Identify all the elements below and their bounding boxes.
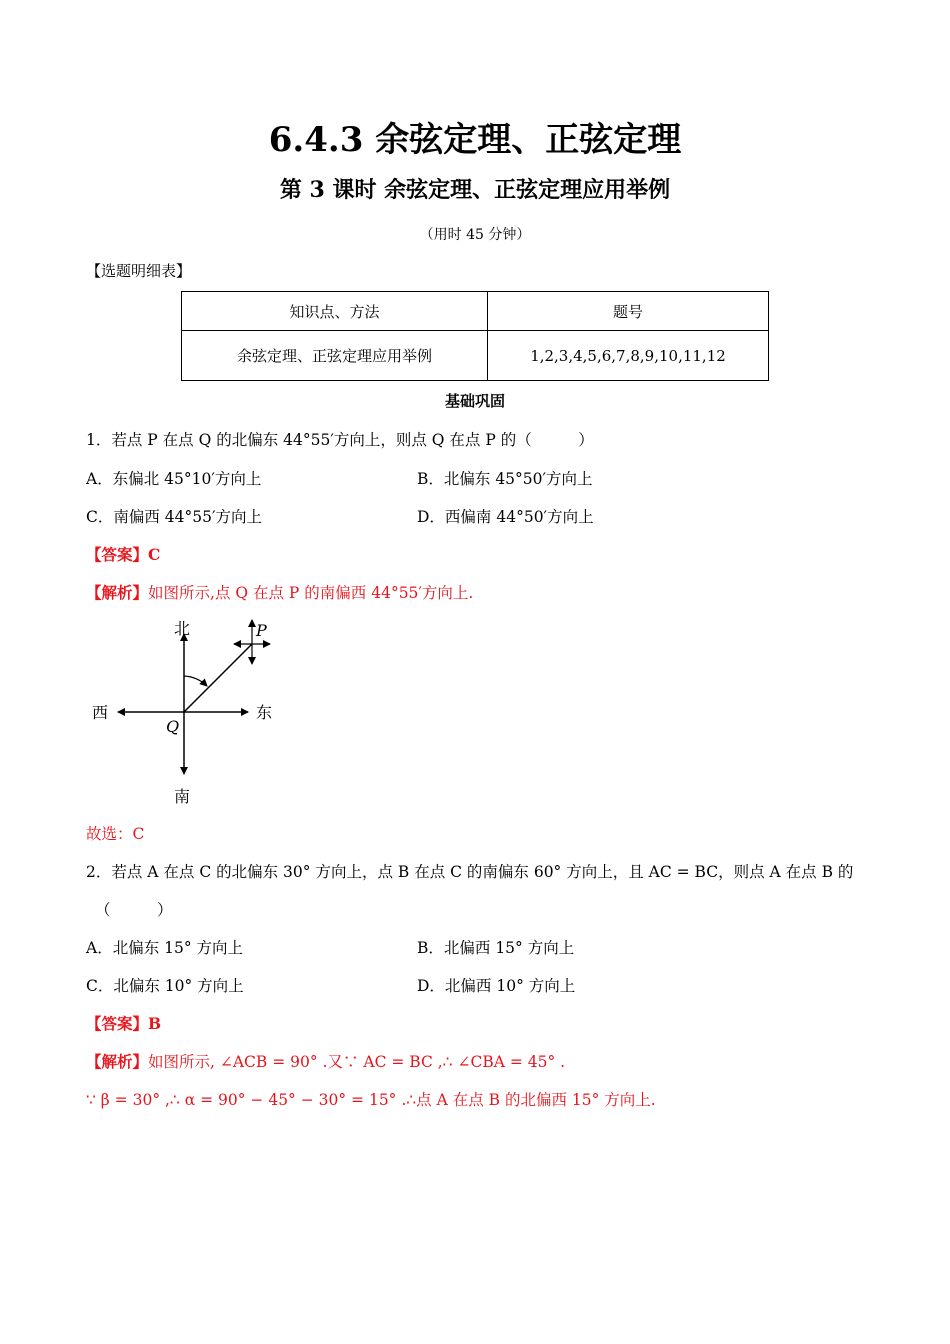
q1-option-c: C．南偏西 44°55′方向上 [86, 508, 263, 526]
table-header-cell: 知识点、方法 [182, 292, 488, 331]
label-east: 东 [256, 703, 273, 722]
duration-note: （用时 45 分钟） [419, 227, 531, 243]
table-cell: 余弦定理、正弦定理应用举例 [182, 331, 488, 381]
answer-tag: 【答案】 [86, 545, 149, 564]
section-heading: 基础巩固 [444, 392, 505, 410]
angle-arc [184, 676, 207, 686]
q2-answer [86, 1012, 161, 1034]
q2-option-a: A．北偏东 15° 方向上 [86, 939, 244, 957]
label-q: Q [166, 717, 180, 736]
table-header-row [182, 292, 769, 331]
label-p: P [256, 621, 267, 640]
analysis-text: 如图所示,点 Q 在点 P 的南偏西 44°55′方向上. [148, 584, 474, 602]
analysis-text: 如图所示, ∠ACB = 90° .又∵ AC = BC ,∴ ∠CBA = 45° . [148, 1053, 566, 1071]
question-detail-table [181, 291, 769, 381]
label-west: 西 [92, 703, 109, 722]
table-cell: 1,2,3,4,5,6,7,8,9,10,11,12 [488, 331, 769, 381]
q1-stem: 1．若点 P 在点 Q 的北偏东 44°55′方向上，则点 Q 在点 P 的（ ） [86, 431, 594, 449]
q2-analysis-2: ∵ β = 30° ,∴ α = 90° − 45° − 30° = 15° .∴点 A 在点 B 的北偏西 15° 方向上. [86, 1091, 656, 1109]
q1-analysis [86, 581, 473, 603]
detail-table-label: 【选题明细表】 [86, 262, 192, 280]
table-header-cell: 题号 [488, 292, 769, 331]
q2-option-c: C．北偏东 10° 方向上 [86, 977, 244, 995]
answer-value: B [148, 1014, 162, 1033]
q1-option-d: D．西偏南 44°50′方向上 [417, 508, 594, 526]
q2-option-b: B．北偏西 15° 方向上 [417, 939, 575, 957]
lesson-subtitle: 第 3 课时 余弦定理、正弦定理应用举例 [279, 177, 671, 203]
label-north: 北 [174, 619, 191, 638]
analysis-tag: 【解析】 [86, 583, 149, 602]
compass-diagram [88, 614, 288, 806]
page-title: 6.4.3 余弦定理、正弦定理 [268, 120, 682, 160]
answer-value: C [148, 545, 161, 564]
q1-option-a: A．东偏北 45°10′方向上 [86, 470, 262, 488]
q1-option-b: B．北偏东 45°50′方向上 [417, 470, 593, 488]
q2-analysis [86, 1050, 565, 1072]
label-south: 南 [174, 787, 191, 806]
analysis-tag: 【解析】 [86, 1052, 149, 1071]
q1-choose: 故选：C [86, 825, 145, 843]
table-row [182, 331, 769, 381]
q2-stem: 2．若点 A 在点 C 的北偏东 30° 方向上，点 B 在点 C 的南偏东 60° 方向上，且 AC = BC，则点 A 在点 B 的 [86, 863, 854, 881]
q2-option-d: D．北偏西 10° 方向上 [417, 977, 576, 995]
answer-tag: 【答案】 [86, 1014, 149, 1033]
q2-paren: （ ） [95, 901, 173, 919]
q1-answer [86, 543, 160, 565]
